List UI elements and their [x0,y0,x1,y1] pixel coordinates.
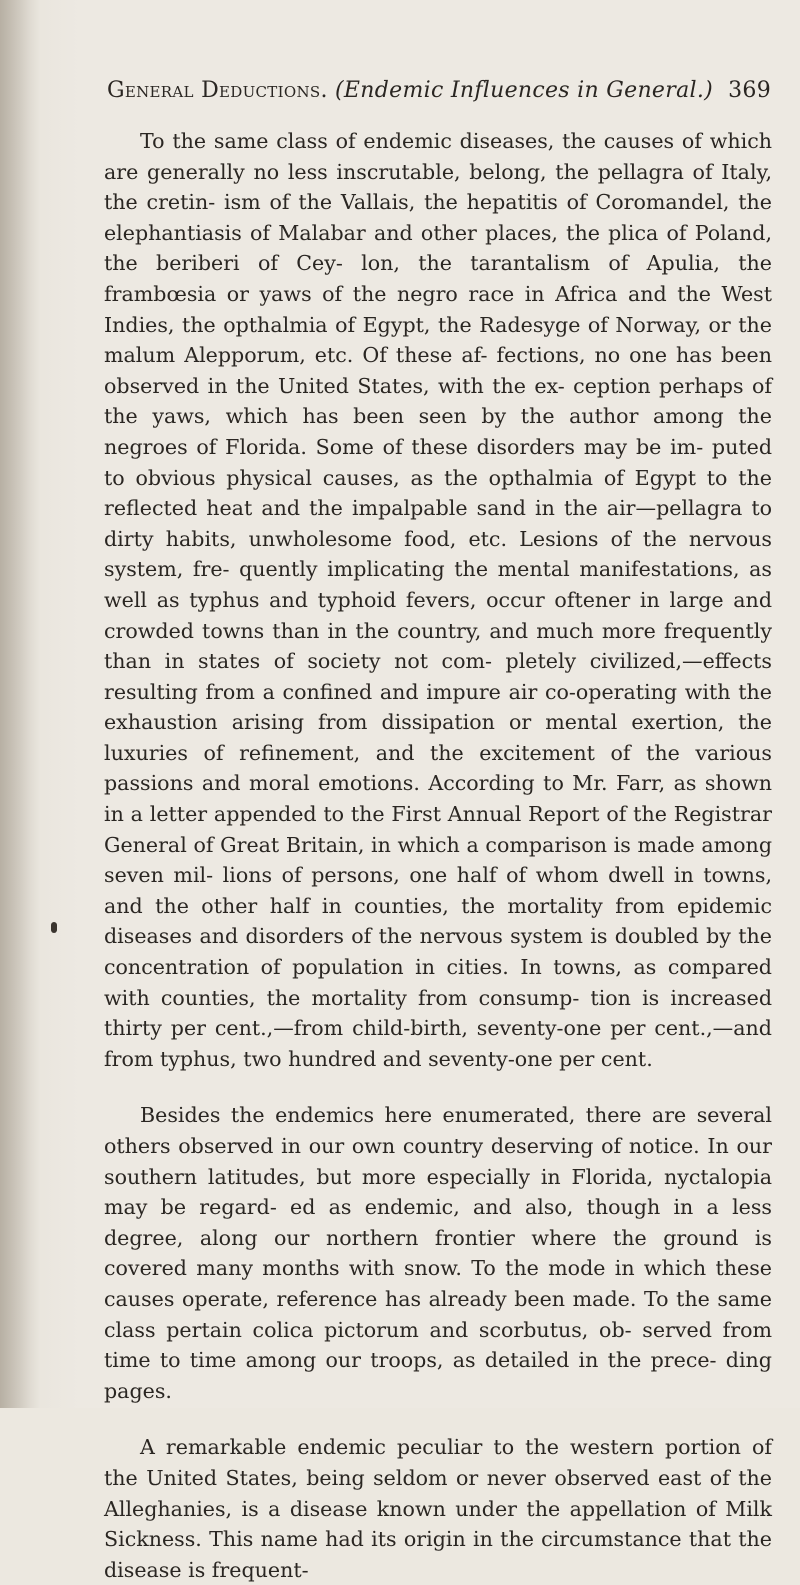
header-title: General Deductions. [107,78,328,103]
paragraph-milk-sickness: A remarkable endemic peculiar to the western portion of the United States, being seldom or never observed east of the Alleghanies, is a disease known under the appellation of Milk Sickness. This name had its origin in the circumstance that the disease is frequent- [104,1435,772,1582]
body-text [104,126,772,1585]
page-number: 369 [728,78,771,103]
margin-ink-mark [51,922,57,933]
page-gutter-shadow [0,0,40,1408]
paragraph-endemic-diseases: To the same class of endemic diseases, the causes of which are generally no less inscrutable, belong, the pellagra of Italy, the cretin- ism of the Vallais, the hepatitis of Coromandel, the elephantiasis of Malabar and other places, the plica of Poland, the beriberi of Cey- lon, the tarantalism of Apulia, the frambœsia or yaws of the negro race in Africa and the West Indies, the opthalmia of Egypt, the Radesyge of Norway, or the malum Alepporum, etc. Of these af- fections, no one has been observed in the United States, with the ex- ception perhaps of the yaws, which has been seen by the author among the negroes of Florida. Some of these disorders may be im- puted to obvious physical causes, as the opthalmia of Egypt to the reflected heat and the impalpable sand in the air—pellagra to dirty habits, unwholesome food, etc. Lesions of the nervous system, fre- quently implicating the mental manifestations, as well as typhus and typhoid fevers, occur oftener in large and crowded towns than in the country, and much more frequently than in states of society not com- pletely civilized,—effects resulting from a confined and impure air co-operating with the exhaustion arising from dissipation or mental exertion, the luxuries of refinement, and the excitement of the various passions and moral emotions. According to Mr. Farr, as shown in a letter appended to the First Annual Report of the Registrar General of Great Britain, in which a comparison is made among seven mil- lions of persons, one half of whom dwell in towns, and the other half in counties, the mortality from epidemic diseases and disorders of the nervous system is doubled by the concentration of population in cities. In towns, as compared with counties, the mortality from consump- tion is increased thirty per cent.,—from child-birth, seventy-one per cent.,—and from typhus, two hundred and seventy-one per cent. [104,129,772,1071]
paragraph-other-endemics: Besides the endemics here enumerated, there are several others observed in our own country deserving of notice. In our southern latitudes, but more especially in Florida, nyctalopia may be regard- ed as endemic, and also, though in a less degree, along our northern frontier where the ground is covered many months with snow. To the mode in which these causes operate, reference has already been made. To the same class pertain colica pictorum and scorbutus, ob- served from time to time among our troops, as detailed in the prece- ding pages. [104,1103,772,1403]
header-subtitle: (Endemic Influences in General.) [335,78,714,103]
running-header [107,78,771,103]
